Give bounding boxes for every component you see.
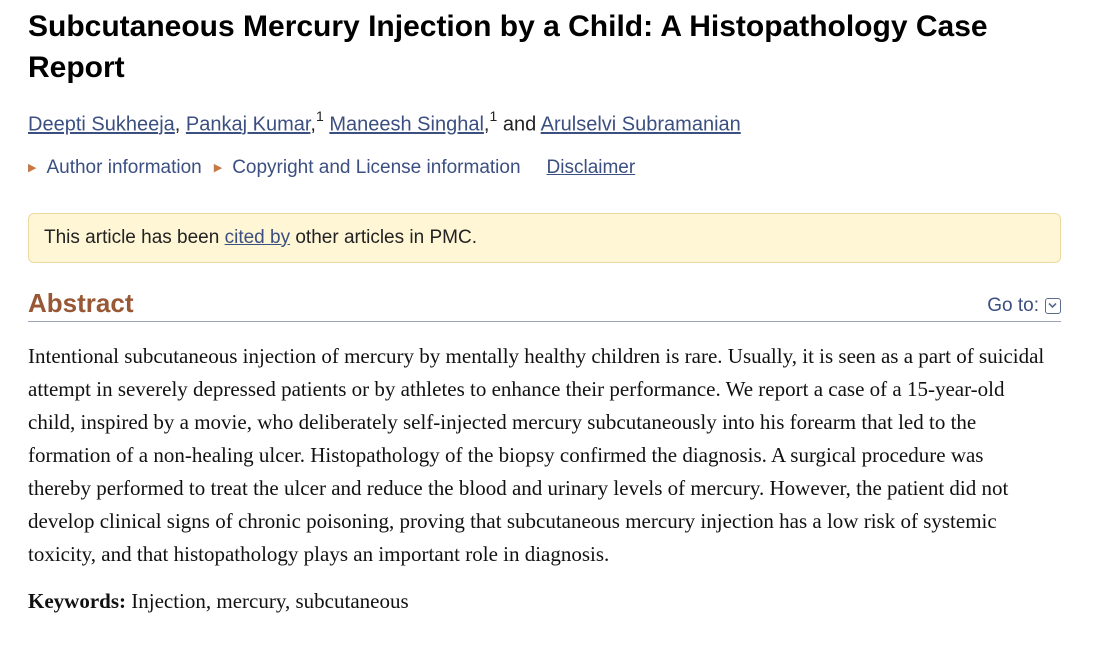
copyright-license-toggle[interactable] xyxy=(214,155,521,181)
author-separator: , xyxy=(483,113,490,136)
cited-by-link[interactable]: cited by xyxy=(224,226,291,248)
affiliation-marker[interactable]: 1 xyxy=(315,108,324,124)
abstract-text: Intentional subcutaneous injection of mercury by mentally healthy children is rare. Usually, it is seen as a part of suicidal attempt in severely depressed patients or by athletes to enhance their performance. We report a case of a 15-year-old child, inspired by a movie, who deliberately self-injected mercury subcutaneously into his forearm that led to the formation of a non-healing ulcer. Histopathology of the biopsy confirmed the diagnosis. A surgical procedure was thereby performed to treat the ulcer and reduce the blood and urinary levels of mercury. However, the patient did not develop clinical signs of chronic poisoning, proving that subcutaneous mercury injection has a low risk of systemic toxicity, and that histopathology plays an important role in diagnosis. xyxy=(28,343,1045,566)
notice-text-suffix: other articles in PMC. xyxy=(290,226,477,248)
article-title: Subcutaneous Mercury Injection by a Child: A Histopathology Case Report xyxy=(28,10,988,84)
copyright-license-label: Copyright and License information xyxy=(232,156,521,178)
expand-triangle-icon: ▶ xyxy=(213,161,223,174)
chevron-down-icon[interactable] xyxy=(1045,298,1061,314)
expand-triangle-icon: ▶ xyxy=(28,161,37,174)
author-link-sukheeja[interactable]: Deepti Sukheeja xyxy=(28,113,175,136)
author-link-singhal[interactable]: Maneesh Singhal xyxy=(329,113,484,136)
disclaimer-link[interactable]: Disclaimer xyxy=(546,156,636,178)
cited-by-notice xyxy=(28,213,1061,263)
author-information-label: Author information xyxy=(46,156,202,178)
author-separator: and xyxy=(497,113,541,136)
abstract-heading: Abstract xyxy=(28,287,134,318)
author-link-subramanian[interactable]: Arulselvi Subramanian xyxy=(540,113,741,136)
author-separator: , xyxy=(310,113,316,136)
author-information-toggle[interactable] xyxy=(28,155,202,181)
author-list xyxy=(28,104,1061,139)
article-info-row xyxy=(28,155,1061,181)
author-link-kumar[interactable]: Pankaj Kumar xyxy=(185,113,311,136)
author-separator: , xyxy=(174,113,186,136)
keywords-label: Keywords: xyxy=(28,588,126,613)
affiliation-marker[interactable]: 1 xyxy=(489,108,498,124)
goto-label: Go to: xyxy=(987,294,1039,316)
keywords-line xyxy=(28,587,1061,615)
goto-menu[interactable] xyxy=(987,295,1061,319)
keywords-value: Injection, mercury, subcutaneous xyxy=(131,588,409,613)
notice-text-prefix: This article has been xyxy=(44,226,225,248)
abstract-header xyxy=(28,287,1061,322)
